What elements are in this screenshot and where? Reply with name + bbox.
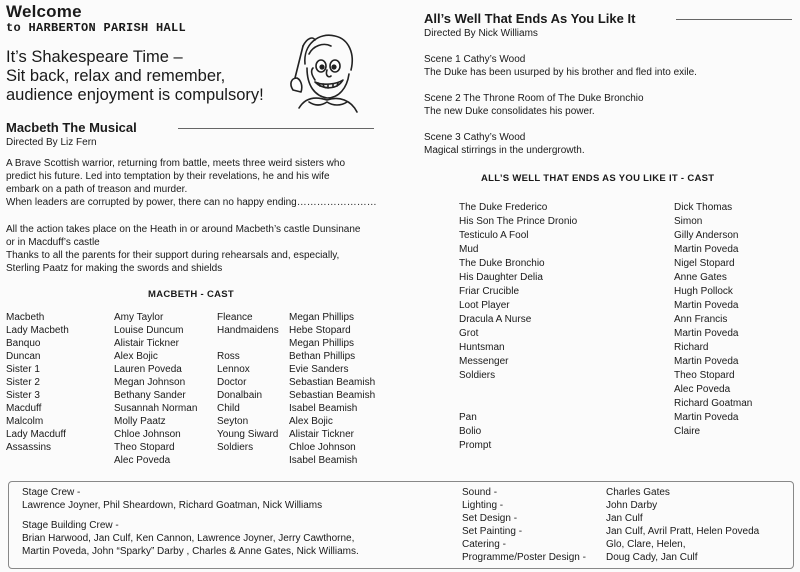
actor-name: Megan Phillips bbox=[289, 312, 355, 323]
actor-name: Richard bbox=[674, 342, 709, 353]
production-roles bbox=[462, 486, 586, 564]
actor-name: Evie Sanders bbox=[289, 364, 349, 375]
role-name: Mud bbox=[459, 244, 479, 255]
stage-crew-label: Stage Crew - bbox=[22, 487, 81, 498]
scene-1 bbox=[424, 53, 697, 79]
allswell-title: All’s Well That Ends As You Like It bbox=[424, 11, 636, 26]
role-name: Sister 2 bbox=[6, 377, 40, 388]
allswell-director: Directed By Nick Williams bbox=[424, 28, 538, 39]
role-name: Assassins bbox=[6, 442, 52, 453]
synopsis-line: embark on a path of treason and murder. bbox=[6, 184, 188, 195]
building-crew-names: Brian Harwood, Jan Culf, Ken Cannon, Lawrence Joyner, Jerry Cawthorne, bbox=[22, 533, 355, 544]
scene-description: The new Duke consolidates his power. bbox=[424, 106, 595, 117]
production-role: Set Design - bbox=[462, 513, 518, 524]
building-crew-names: Martin Poveda, John “Sparky” Darby , Charles & Anne Gates, Nick Williams. bbox=[22, 546, 359, 557]
section-divider bbox=[178, 128, 374, 129]
role-name: Soldiers bbox=[217, 442, 254, 453]
production-role: Sound - bbox=[462, 487, 498, 498]
role-name: Young Siward bbox=[217, 429, 279, 440]
role-name: Loot Player bbox=[459, 300, 510, 311]
actor-name: Alex Bojic bbox=[289, 416, 333, 427]
shakespeare-cartoon bbox=[285, 24, 367, 120]
actor-name: Isabel Beamish bbox=[289, 403, 358, 414]
allswell-actors-col bbox=[674, 201, 752, 439]
role-name: The Duke Bronchio bbox=[459, 258, 545, 269]
notes-line: Thanks to all the parents for their support during rehearsals and, especially, bbox=[6, 250, 340, 261]
role-name: Lennox bbox=[217, 364, 250, 375]
production-name: John Darby bbox=[606, 500, 658, 511]
production-names bbox=[606, 486, 759, 564]
actor-name: Alec Poveda bbox=[674, 384, 731, 395]
actor-name: Chloe Johnson bbox=[114, 429, 181, 440]
allswell-roles-col bbox=[459, 201, 577, 453]
actor-name: Martin Poveda bbox=[674, 244, 739, 255]
venue-subheading: to HARBERTON PARISH HALL bbox=[6, 21, 187, 35]
production-role: Catering - bbox=[462, 539, 506, 550]
notes-line: All the action takes place on the Heath in or around Macbeth’s castle Dunsinane bbox=[6, 224, 361, 235]
production-name: Doug Cady, Jan Culf bbox=[606, 552, 698, 563]
actor-name: Isabel Beamish bbox=[289, 455, 358, 466]
stage-crew-names: Lawrence Joyner, Phil Sheardown, Richard Goatman, Nick Williams bbox=[22, 500, 323, 511]
role-name: Seyton bbox=[217, 416, 249, 427]
actor-name: Theo Stopard bbox=[114, 442, 175, 453]
macbeth-notes bbox=[6, 223, 386, 275]
role-name: Ross bbox=[217, 351, 240, 362]
production-role: Set Painting - bbox=[462, 526, 523, 537]
scene-heading: Scene 1 Cathy’s Wood bbox=[424, 54, 526, 65]
role-name: Messenger bbox=[459, 356, 509, 367]
actor-name: Sebastian Beamish bbox=[289, 390, 376, 401]
allswell-cast-title: ALL’S WELL THAT ENDS AS YOU LIKE IT - CAST bbox=[481, 173, 715, 184]
role-name: Handmaidens bbox=[217, 325, 279, 336]
actor-name: Gilly Anderson bbox=[674, 230, 739, 241]
role-name: The Duke Frederico bbox=[459, 202, 548, 213]
role-name: Sister 3 bbox=[6, 390, 40, 401]
crew-credits bbox=[22, 486, 359, 558]
actor-name: Ann Francis bbox=[674, 314, 728, 325]
actor-name: Anne Gates bbox=[674, 272, 727, 283]
production-role: Lighting - bbox=[462, 500, 504, 511]
macbeth-cast-title: MACBETH - CAST bbox=[148, 289, 234, 300]
actor-name: Lauren Poveda bbox=[114, 364, 182, 375]
actor-name: Louise Duncum bbox=[114, 325, 184, 336]
section-divider bbox=[676, 19, 792, 20]
synopsis-line: A Brave Scottish warrior, returning from battle, meets three weird sisters who bbox=[6, 158, 346, 169]
actor-name: Alex Bojic bbox=[114, 351, 158, 362]
role-name bbox=[459, 383, 577, 397]
actor-name: Alistair Tickner bbox=[289, 429, 355, 440]
actor-name: Chloe Johnson bbox=[289, 442, 356, 453]
role-name: Lady Macduff bbox=[6, 429, 66, 440]
actor-name: Hebe Stopard bbox=[289, 325, 351, 336]
actor-name: Bethan Phillips bbox=[289, 351, 356, 362]
intro-line: It’s Shakespeare Time – bbox=[6, 48, 183, 66]
role-name: Bolio bbox=[459, 426, 482, 437]
actor-name: Megan Phillips bbox=[289, 338, 355, 349]
role-name: Huntsman bbox=[459, 342, 505, 353]
building-crew-label: Stage Building Crew - bbox=[22, 520, 119, 531]
macbeth-roles-col-1 bbox=[6, 311, 69, 454]
role-name: Sister 1 bbox=[6, 364, 40, 375]
actor-name: Martin Poveda bbox=[674, 300, 739, 311]
production-name: Jan Culf, Avril Pratt, Helen Poveda bbox=[606, 526, 760, 537]
scene-description: Magical stirrings in the undergrowth. bbox=[424, 145, 585, 156]
actor-name: Martin Poveda bbox=[674, 412, 739, 423]
intro-line: Sit back, relax and remember, bbox=[6, 67, 226, 85]
actor-name: Hugh Pollock bbox=[674, 286, 733, 297]
role-name: Soldiers bbox=[459, 370, 496, 381]
actor-name: Megan Johnson bbox=[114, 377, 186, 388]
role-name: Macbeth bbox=[6, 312, 45, 323]
actor-name: Amy Taylor bbox=[114, 312, 164, 323]
macbeth-actors-col-2 bbox=[289, 311, 375, 467]
production-name: Charles Gates bbox=[606, 487, 670, 498]
scene-heading: Scene 3 Cathy’s Wood bbox=[424, 132, 526, 143]
macbeth-director: Directed By Liz Fern bbox=[6, 137, 97, 148]
role-name: Pan bbox=[459, 412, 477, 423]
notes-line: or in Macduff’s castle bbox=[6, 237, 100, 248]
role-name: Doctor bbox=[217, 377, 247, 388]
actor-name: Sebastian Beamish bbox=[289, 377, 376, 388]
role-name: His Son The Prince Dronio bbox=[459, 216, 578, 227]
scene-description: The Duke has been usurped by his brother and fled into exile. bbox=[424, 67, 697, 78]
role-name: Testiculo A Fool bbox=[459, 230, 529, 241]
role-name: Friar Crucible bbox=[459, 286, 520, 297]
macbeth-title: Macbeth The Musical bbox=[6, 120, 137, 135]
macbeth-actors-col-1 bbox=[114, 311, 197, 467]
actor-name: Susannah Norman bbox=[114, 403, 198, 414]
actor-name: Nigel Stopard bbox=[674, 258, 735, 269]
actor-name: Dick Thomas bbox=[674, 202, 733, 213]
welcome-heading: Welcome bbox=[6, 2, 82, 21]
actor-name: Alistair Tickner bbox=[114, 338, 180, 349]
role-name bbox=[459, 397, 577, 411]
actor-name: Alec Poveda bbox=[114, 455, 171, 466]
role-name: Donalbain bbox=[217, 390, 263, 401]
role-name: Macduff bbox=[6, 403, 42, 414]
macbeth-synopsis bbox=[6, 157, 386, 209]
role-name: Dracula A Nurse bbox=[459, 314, 532, 325]
role-name: His Daughter Delia bbox=[459, 272, 543, 283]
scene-heading: Scene 2 The Throne Room of The Duke Bronchio bbox=[424, 93, 644, 104]
actor-name: Molly Paatz bbox=[114, 416, 166, 427]
role-name bbox=[217, 337, 279, 350]
role-name: Lady Macbeth bbox=[6, 325, 69, 336]
actor-name: Simon bbox=[674, 216, 703, 227]
role-name: Grot bbox=[459, 328, 479, 339]
actor-name: Theo Stopard bbox=[674, 370, 735, 381]
actor-name: Martin Poveda bbox=[674, 356, 739, 367]
role-name: Prompt bbox=[459, 440, 492, 451]
production-role: Programme/Poster Design - bbox=[462, 552, 586, 563]
role-name: Malcolm bbox=[6, 416, 44, 427]
scene-3 bbox=[424, 131, 585, 157]
actor-name: Martin Poveda bbox=[674, 328, 739, 339]
role-name: Duncan bbox=[6, 351, 41, 362]
intro-text bbox=[6, 48, 296, 105]
synopsis-line: When leaders are corrupted by power, there can no happy ending…………………… bbox=[6, 197, 377, 208]
scene-2 bbox=[424, 92, 644, 118]
role-name: Fleance bbox=[217, 312, 253, 323]
actor-name: Richard Goatman bbox=[674, 398, 753, 409]
intro-line: audience enjoyment is compulsory! bbox=[6, 86, 264, 104]
notes-line: Sterling Paatz for making the swords and shields bbox=[6, 263, 223, 274]
role-name: Child bbox=[217, 403, 240, 414]
synopsis-line: predict his future. Led into temptation by their revelations, he and his wife bbox=[6, 171, 330, 182]
actor-name: Bethany Sander bbox=[114, 390, 186, 401]
macbeth-roles-col-2 bbox=[217, 311, 279, 454]
production-name: Jan Culf bbox=[606, 513, 643, 524]
actor-name: Claire bbox=[674, 426, 701, 437]
production-name: Glo, Clare, Helen, bbox=[606, 539, 686, 550]
role-name: Banquo bbox=[6, 338, 41, 349]
